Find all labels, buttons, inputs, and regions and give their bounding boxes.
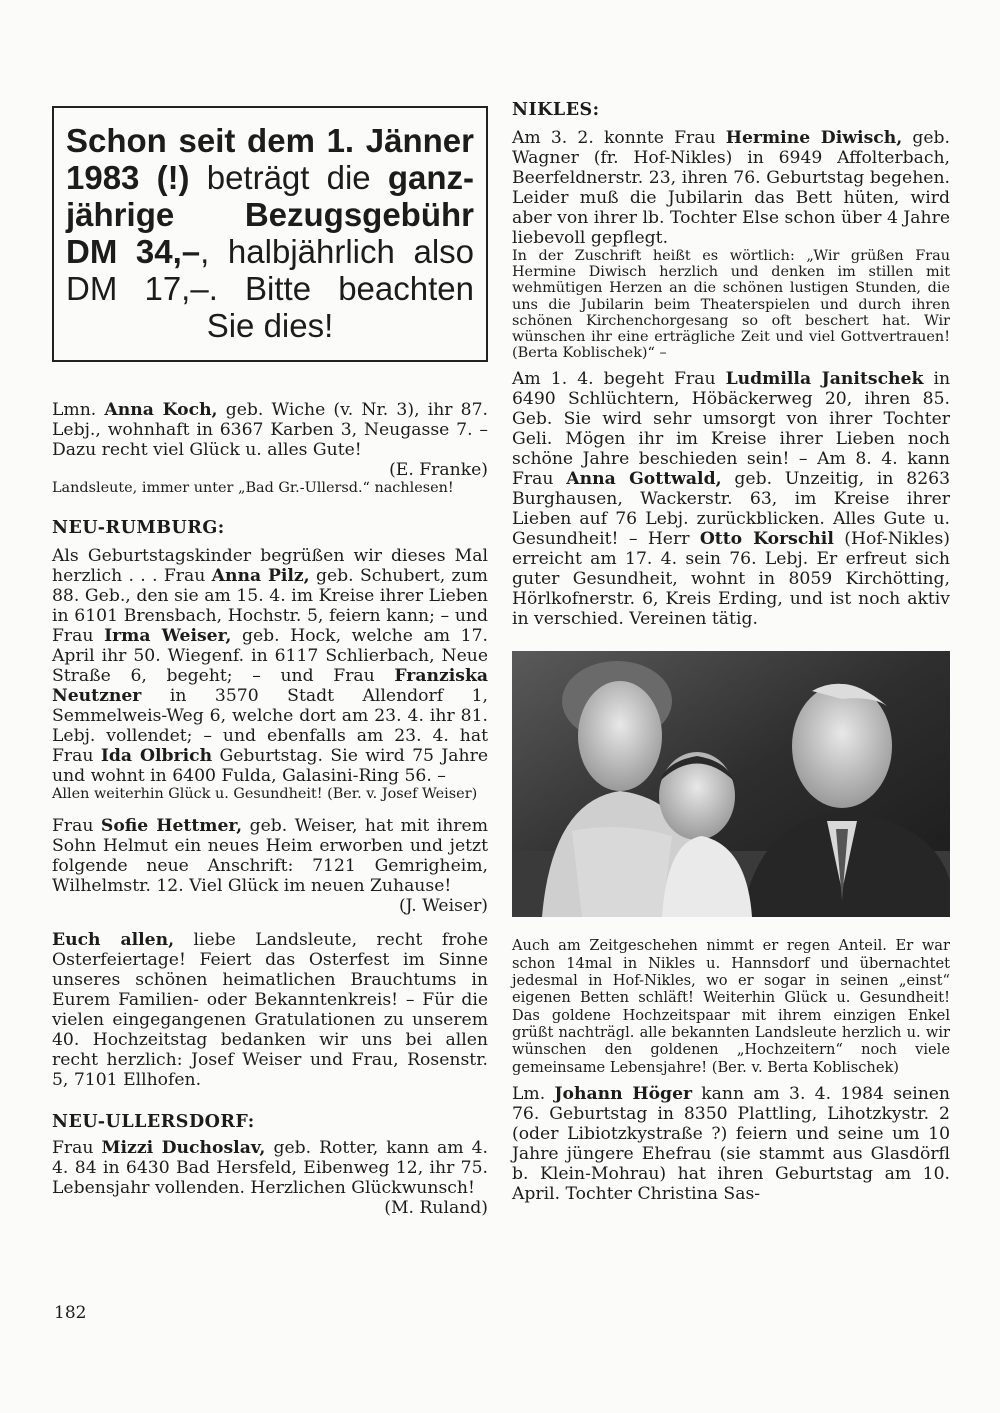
subscription-notice-box xyxy=(52,106,488,362)
box-line-2: 1983 (!) beträgt die ganz- xyxy=(66,159,474,196)
koch-notice: Lmn. Anna Koch, geb. Wiche (v. Nr. 3), ihr 87. Lebj., wohnhaft in 6367 Karben 3, Neugasse 7. – Dazu recht viel Glück u. alles Gute! (E. Franke) xyxy=(52,400,488,480)
right-column xyxy=(512,100,950,1204)
section-heading-neu-ullersdorf: NEU-ULLERSDORF: xyxy=(52,1112,255,1133)
page-number: 182 xyxy=(54,1303,87,1323)
box-line-5: DM 17,–. Bitte beachten xyxy=(66,270,474,307)
family-photo xyxy=(512,651,950,917)
section-heading-nikles: NIKLES: xyxy=(512,100,600,120)
box-line-6: Sie dies! xyxy=(206,307,334,344)
box-line-1: Schon seit dem 1. Jänner xyxy=(66,122,474,159)
janitschek-notice: Am 1. 4. begeht Frau Ludmilla Janitschek in 6490 Schlüchtern, Höbäckerweg 20, ihren 85. Geb. Sie wird sehr umsorgt von ihrer Tochter Geli. Mögen ihr im Kreise ihrer Lieben noch schöne Jahre beschieden sein! – Am 8. 4. kann Frau Anna Gottwald, geb. Unzeitig, in 8263 Burghausen, Wackerstr. 63, im Kreise ihrer Lieben auf 76 Lebj. zurückblicken. Alles Gute u. Gesundheit! – Herr Otto Korschil (Hof-Nikles) erreicht am 17. 4. sein 76. Lebj. Er erfreut sich guter Gesundheit, wohnt in 8059 Kirchötting, Hörlkofnerstr. 6, Kreis Erding, und ist noch aktiv in verschied. Vereinen tätig. xyxy=(512,369,951,630)
rumburg-birthdays: Als Geburtstagskinder begrüßen wir dieses Mal herzlich . . . Frau Anna Pilz, geb. Schubert, zum 88. Geb., den sie am 15. 4. im Kreise ihrer Lieben in 6101 Brensbach, Hochstr. 5, feiern kann; – und Frau Irma Weiser, geb. Hock, welche am 17. April ihr 50. Wiegenf. in 6117 Schlierbach, Neue Straße 6, begeht; – und Frau Franziska Neutzner in 3570 Stadt Allendorf 1, Semmelweis-Weg 6, welche dort am 23. 4. ihr 81. Lebj. vollendet; – und ebenfalls am 23. 4. hat Frau Ida Olbrich Geburtstag. Sie wird 75 Jahre und wohnt in 6400 Fulda, Galasini-Ring 56. – xyxy=(52,546,488,787)
photo-caption: Auch am Zeitgeschehen nimmt er regen Anteil. Er war schon 14mal in Nikles u. Hannsdorf und übernachtet jedesmal in Hof-Nikles, wo er sogar in seinen „einst“ eigenen Betten schläft! Weiterhin Glück u. Gesundheit! Das goldene Hochzeitspaar mit ihrem einzigen Enkel grüßt nachträgl. alle bekannten Landsleute herzlich u. wir wünschen den goldenen „Hochzeitern“ noch viele gemeinsame Lebensjahre! (Ber. v. Berta Koblischek) xyxy=(512,937,950,1076)
box-line-4: DM 34,–, halbjährlich also xyxy=(66,233,474,270)
left-column xyxy=(52,100,488,1218)
easter-greeting: Euch allen, liebe Landsleute, recht frohe Osterfeiertage! Feiert das Osterfest im Sinne unseres schönen heimatlichen Brauchtums in Eurem Familien- oder Bekanntenkreis! – Für die vielen eingegangenen Gratulationen zu unserem 40. Hochzeitstag bedanken wir uns bei allen recht herzlich: Josef Weiser und Frau, Rosenstr. 5, 7101 Ellhofen. xyxy=(52,930,489,1091)
duchoslav-notice: Frau Mizzi Duchoslav, geb. Rotter, kann am 4. 4. 84 in 6430 Bad Hersfeld, Eibenweg 12, ihr 75. Lebensjahr vollenden. Herzlichen Glückwunsch! (M. Ruland) xyxy=(52,1138,489,1219)
hettmer-notice: Frau Sofie Hettmer, geb. Weiser, hat mit ihrem Sohn Helmut ein neues Heim erworben und jetzt folgende neue Anschrift: 7121 Gemrigheim, Wilhelmstr. 12. Viel Glück im neuen Zuhause! (J. Weiser) xyxy=(52,816,488,917)
koch-note: Landsleute, immer unter „Bad Gr.-Ullersd.“ nachlesen! xyxy=(52,480,454,496)
family-photo-image xyxy=(512,651,950,917)
hoeger-notice: Lm. Johann Höger kann am 3. 4. 1984 seinen 76. Geburtstag in 8350 Plattling, Lihotzkystr. 2 (oder Libiotzkystraße ?) feiern und seine um 10 Jahre jüngere Ehefrau (sie stammt aus Glasdörfl b. Klein-Mohrau) hat ihren Geburtstag am 10. April. Tochter Christina Sas- xyxy=(512,1083,951,1204)
box-line-3: jährige Bezugsgebühr xyxy=(66,196,474,233)
diwisch-quote: In der Zuschrift heißt es wörtlich: „Wir grüßen Frau Hermine Diwisch herzlich und denken im stillen mit wehmütigen Herzen an die schönen lustigen Stunden, die uns die Jubilarin beim Theaterspielen und durch ihren schönen Kirchenchorgesang so oft beschert hat. Wir wünschen ihr eine erträgliche Zeit und viel Gottvertrauen! (Berta Koblischek)“ – xyxy=(512,248,950,362)
diwisch-notice: Am 3. 2. konnte Frau Hermine Diwisch, geb. Wagner (fr. Hof-Nikles) in 6949 Affolterbach, Beerfeldnerstr. 23, ihren 76. Geburtstag begehen. Leider muß die Jubilarin das Bett hüten, wird aber von ihrer lb. Tochter Else schon über 4 Jahre liebevoll gepflegt. xyxy=(512,128,950,248)
rumburg-note: Allen weiterhin Glück u. Gesundheit! (Ber. v. Josef Weiser) xyxy=(52,786,478,803)
section-heading-neu-rumburg: NEU-RUMBURG: xyxy=(52,518,225,539)
